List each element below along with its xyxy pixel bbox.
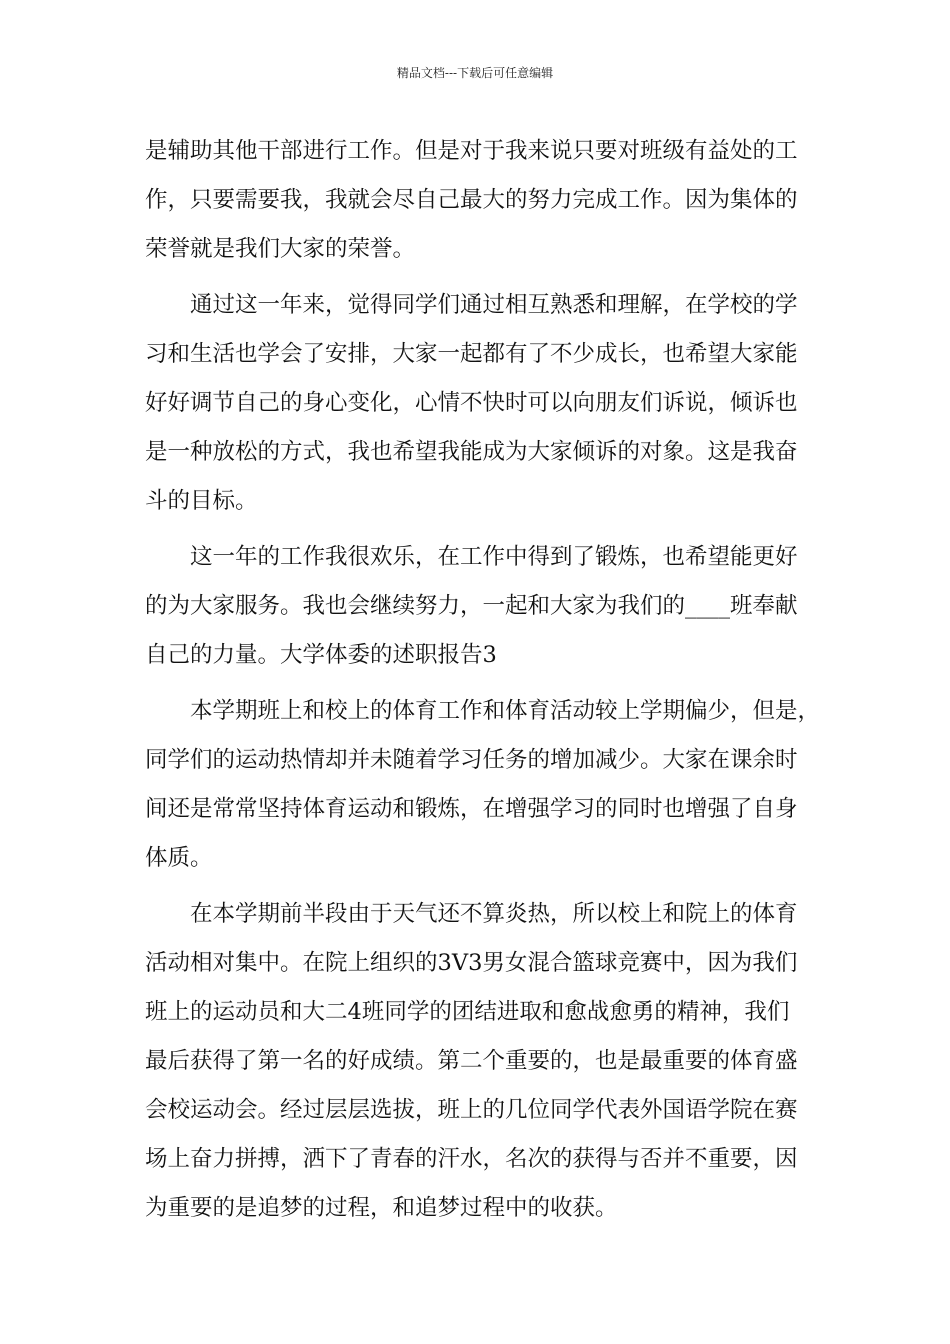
- text-line: 习和生活也学会了安排，大家一起都有了不少成长，也希望大家能: [145, 341, 798, 367]
- paragraph: [145, 687, 825, 883]
- text-line: 间还是常常坚持体育运动和锻炼，在增强学习的同时也增强了自身: [145, 796, 798, 822]
- text-line: 自己的力量。大学体委的述职报告3: [145, 642, 497, 668]
- text-line: 荣誉就是我们大家的荣誉。: [145, 236, 416, 262]
- text-line: 为重要的是追梦的过程，和追梦过程中的收获。: [145, 1195, 618, 1221]
- text-line: 的为大家服务。我也会继续努力，一起和大家为我们的____班奉献: [145, 593, 798, 619]
- text-line: 通过这一年来，觉得同学们通过相互熟悉和理解，在学校的学: [190, 292, 798, 318]
- text-line: 这一年的工作我很欢乐，在工作中得到了锻炼，也希望能更好: [190, 544, 798, 570]
- text-line: 活动相对集中。在院上组织的3V3男女混合篮球竞赛中，因为我们: [145, 950, 798, 976]
- text-line: 场上奋力拼搏，洒下了青春的汗水，名次的获得与否并不重要，因: [145, 1146, 798, 1172]
- paragraph: [145, 127, 825, 274]
- text-line: 最后获得了第一名的好成绩。第二个重要的，也是最重要的体育盛: [145, 1048, 798, 1074]
- text-line: 在本学期前半段由于天气还不算炎热，所以校上和院上的体育: [190, 901, 798, 927]
- document-body: [145, 127, 825, 1233]
- text-line: 会校运动会。经过层层选拔，班上的几位同学代表外国语学院在赛: [145, 1097, 798, 1123]
- text-line: 班上的运动员和大二4班同学的团结进取和愈战愈勇的精神，我们: [145, 999, 790, 1025]
- paragraph: [145, 533, 825, 680]
- paragraph: [145, 890, 825, 1233]
- text-line: 体质。: [145, 845, 213, 871]
- text-line: 斗的目标。: [145, 488, 258, 514]
- text-line: 好好调节自己的身心变化，心情不快时可以向朋友们诉说，倾诉也: [145, 390, 798, 416]
- text-line: 本学期班上和校上的体育工作和体育活动较上学期偏少，但是，: [190, 698, 821, 724]
- paragraph: [145, 281, 825, 526]
- text-line: 作，只要需要我，我就会尽自己最大的努力完成工作。因为集体的: [145, 187, 798, 213]
- text-line: 同学们的运动热情却并未随着学习任务的增加减少。大家在课余时: [145, 747, 798, 773]
- text-line: 是一种放松的方式，我也希望我能成为大家倾诉的对象。这是我奋: [145, 439, 798, 465]
- page-header: 精品文档---下载后可任意编辑: [396, 66, 554, 80]
- text-line: 是辅助其他干部进行工作。但是对于我来说只要对班级有益处的工: [145, 138, 798, 164]
